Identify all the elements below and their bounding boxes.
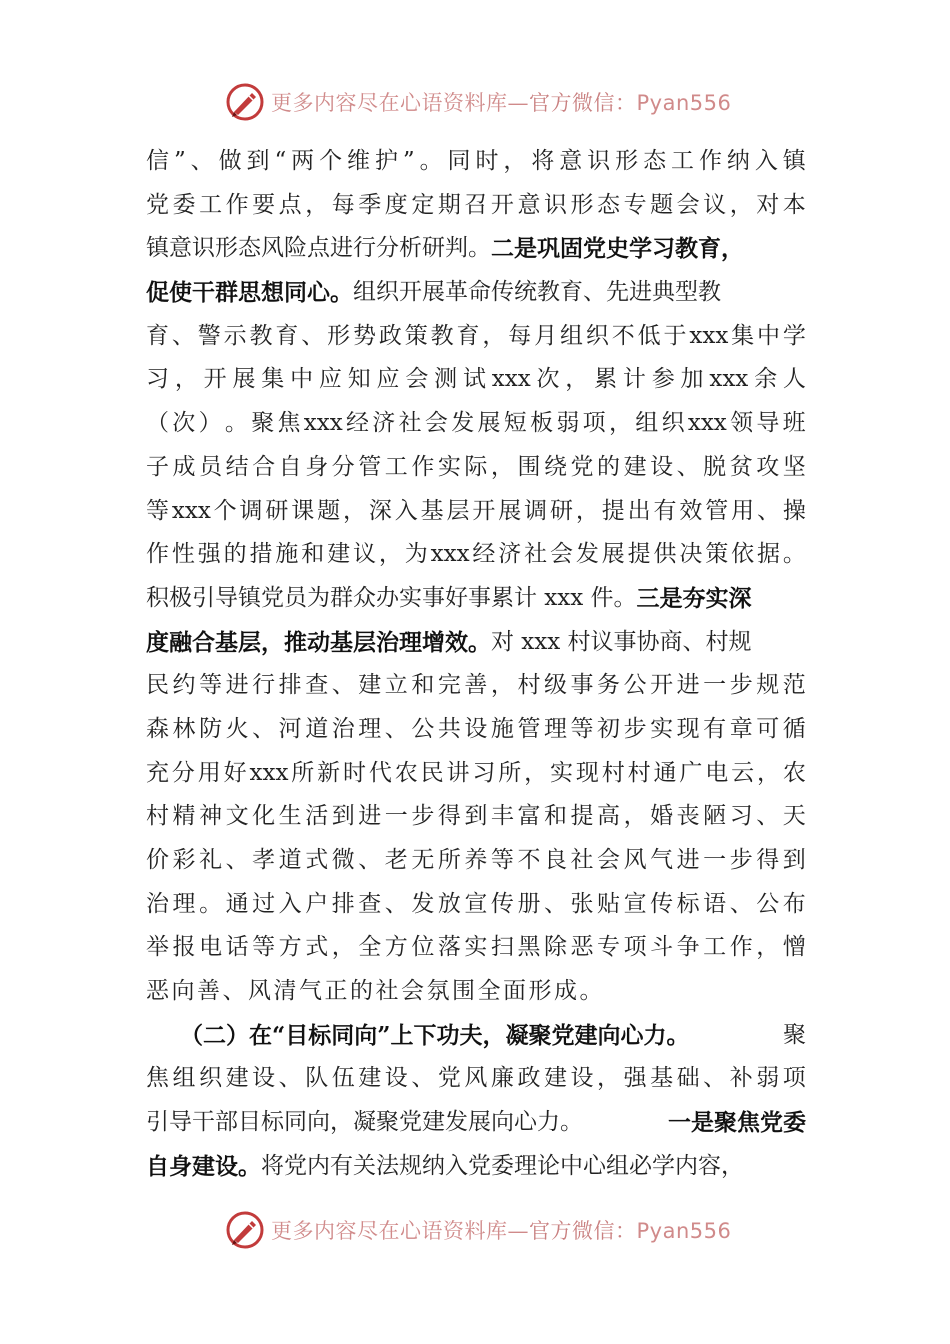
header-account: Pyan556 [636,91,732,115]
text-line: 度融合基层，推动基层治理增效。 对 xxx 村议事协商、村规 [146,621,806,665]
text-line: （ 次 ） 。 聚 焦 xxx 经 济 社 会 发 展 短 板 弱 项 ， 组 织 xxx 领 导 班 [146,410,806,437]
footer-wechat: 官方微信： [529,1219,637,1243]
text-line: 等 xxx 个 调 研 课 题 ， 深 入 基 层 开 展 调 研 ， 提 出 有 效 管 用 、 操 [146,497,806,524]
bold-heading: 二是巩固党史学习教育， [491,235,744,263]
footer-banner [225,1210,745,1250]
text-line: 民 约 等 进 行 排 查 、 建 立 和 完 善 ， 村 级 事 务 公 开 进 一 步 规 范 [146,672,806,699]
header-wechat: 官方微信： [529,91,637,115]
header-banner [225,82,745,122]
text-line: 信 ” 、 做 到 “ 两 个 维 护 ” 。 同 时 ， 将 意 识 形 态 工 作 纳 入 镇 [146,148,806,174]
text-line: 育 、 警 示 教 育 、 形 势 政 策 教 育 ， 每 月 组 织 不 低 于 xxx 集 中 学 [146,322,806,349]
text-line: 治 理 。 通 过 入 户 排 查 、 发 放 宣 传 册 、 张 贴 宣 传 标 语 、 公 布 [146,890,806,917]
footer-site: 更多内容尽在心语资料库 [271,1219,508,1243]
text-line: 焦 组 织 建 设 、 队 伍 建 设 、 党 风 廉 政 建 设 ， 强 基 础 、 补 弱 项 [146,1065,806,1092]
bold-heading: 一是聚焦党委 [668,1109,806,1137]
bold-heading: 度融合基层，推动基层治理增效。 [146,628,491,656]
text-line: 镇意识形态风险点进行分析研判。 二是巩固党史学习教育， [146,227,806,271]
header-site: 更多内容尽在心语资料库 [271,91,508,115]
text-line: 党 委 工 作 要 点 ， 每 季 度 定 期 召 开 意 识 形 态 专 题 会 议 ， 对 本 [146,191,806,218]
text-line: 森 林 防 火 、 河 道 治 理 、 公 共 设 施 管 理 等 初 步 实 现 有 章 可 循 [146,715,806,742]
bold-heading: 促使干群思想同心。 [146,279,353,307]
text-line: 积极引导镇党员为群众办实事好事累计 xxx 件。 三是夯实深 [146,577,806,621]
header-text [271,87,731,117]
text-line: 价 彩 礼 、 孝 道 式 微 、 老 无 所 养 等 不 良 社 会 风 气 进 一 步 得 到 [146,847,806,873]
footer-text [271,1215,731,1245]
text-line: 引导干部目标同向，凝聚党建发展向心力。 一是聚焦党委 [146,1101,806,1145]
bold-heading: 三是夯实深 [636,584,752,612]
footer-sep: — [507,1219,529,1243]
text-line: 举 报 电 话 等 方 式 ， 全 方 位 落 实 扫 黑 除 恶 专 项 斗 争 工 作 ， 憎 [146,934,806,961]
text-line: （二）在“目标同向”上下功夫，凝聚党建向心力。 聚 [146,1014,806,1058]
text-line: 村 精 神 文 化 生 活 到 进 一 步 得 到 丰 富 和 提 高 ， 婚 丧 陋 习 、 天 [146,803,806,830]
header-sep: — [507,91,529,115]
text-line: 作 性 强 的 措 施 和 建 议 ， 为 xxx 经 济 社 会 发 展 提 供 决 策 依 据 。 [146,541,806,568]
pen-logo-icon [225,1210,265,1250]
pen-logo-icon [225,82,265,122]
footer-account: Pyan556 [636,1219,732,1243]
text-line: 促使干群思想同心。 组织开展革命传统教育、先进典型教 [146,271,806,315]
text-line: 习 ， 开 展 集 中 应 知 应 会 测 试 xxx 次 ， 累 计 参 加 xxx 余 人 [146,366,806,393]
text-line: 恶向善、风清气正的社会氛围全面形成。 [146,978,605,1005]
document-body [146,140,806,1189]
bold-heading: 自身建设。 [146,1152,261,1180]
text-line: 充 分 用 好 xxx 所 新 时 代 农 民 讲 习 所 ， 实 现 村 村 通 广 电 云 ， 农 [146,759,806,786]
text-line: 自身建设。 将党内有关法规纳入党委理论中心组必学内容， [146,1145,806,1189]
text-line: 子 成 员 结 合 自 身 分 管 工 作 实 际 ， 围 绕 党 的 建 设 、 脱 贫 攻 坚 [146,453,806,480]
section-heading: （二）在“目标同向”上下功夫，凝聚党建向心力。 [180,1021,690,1049]
